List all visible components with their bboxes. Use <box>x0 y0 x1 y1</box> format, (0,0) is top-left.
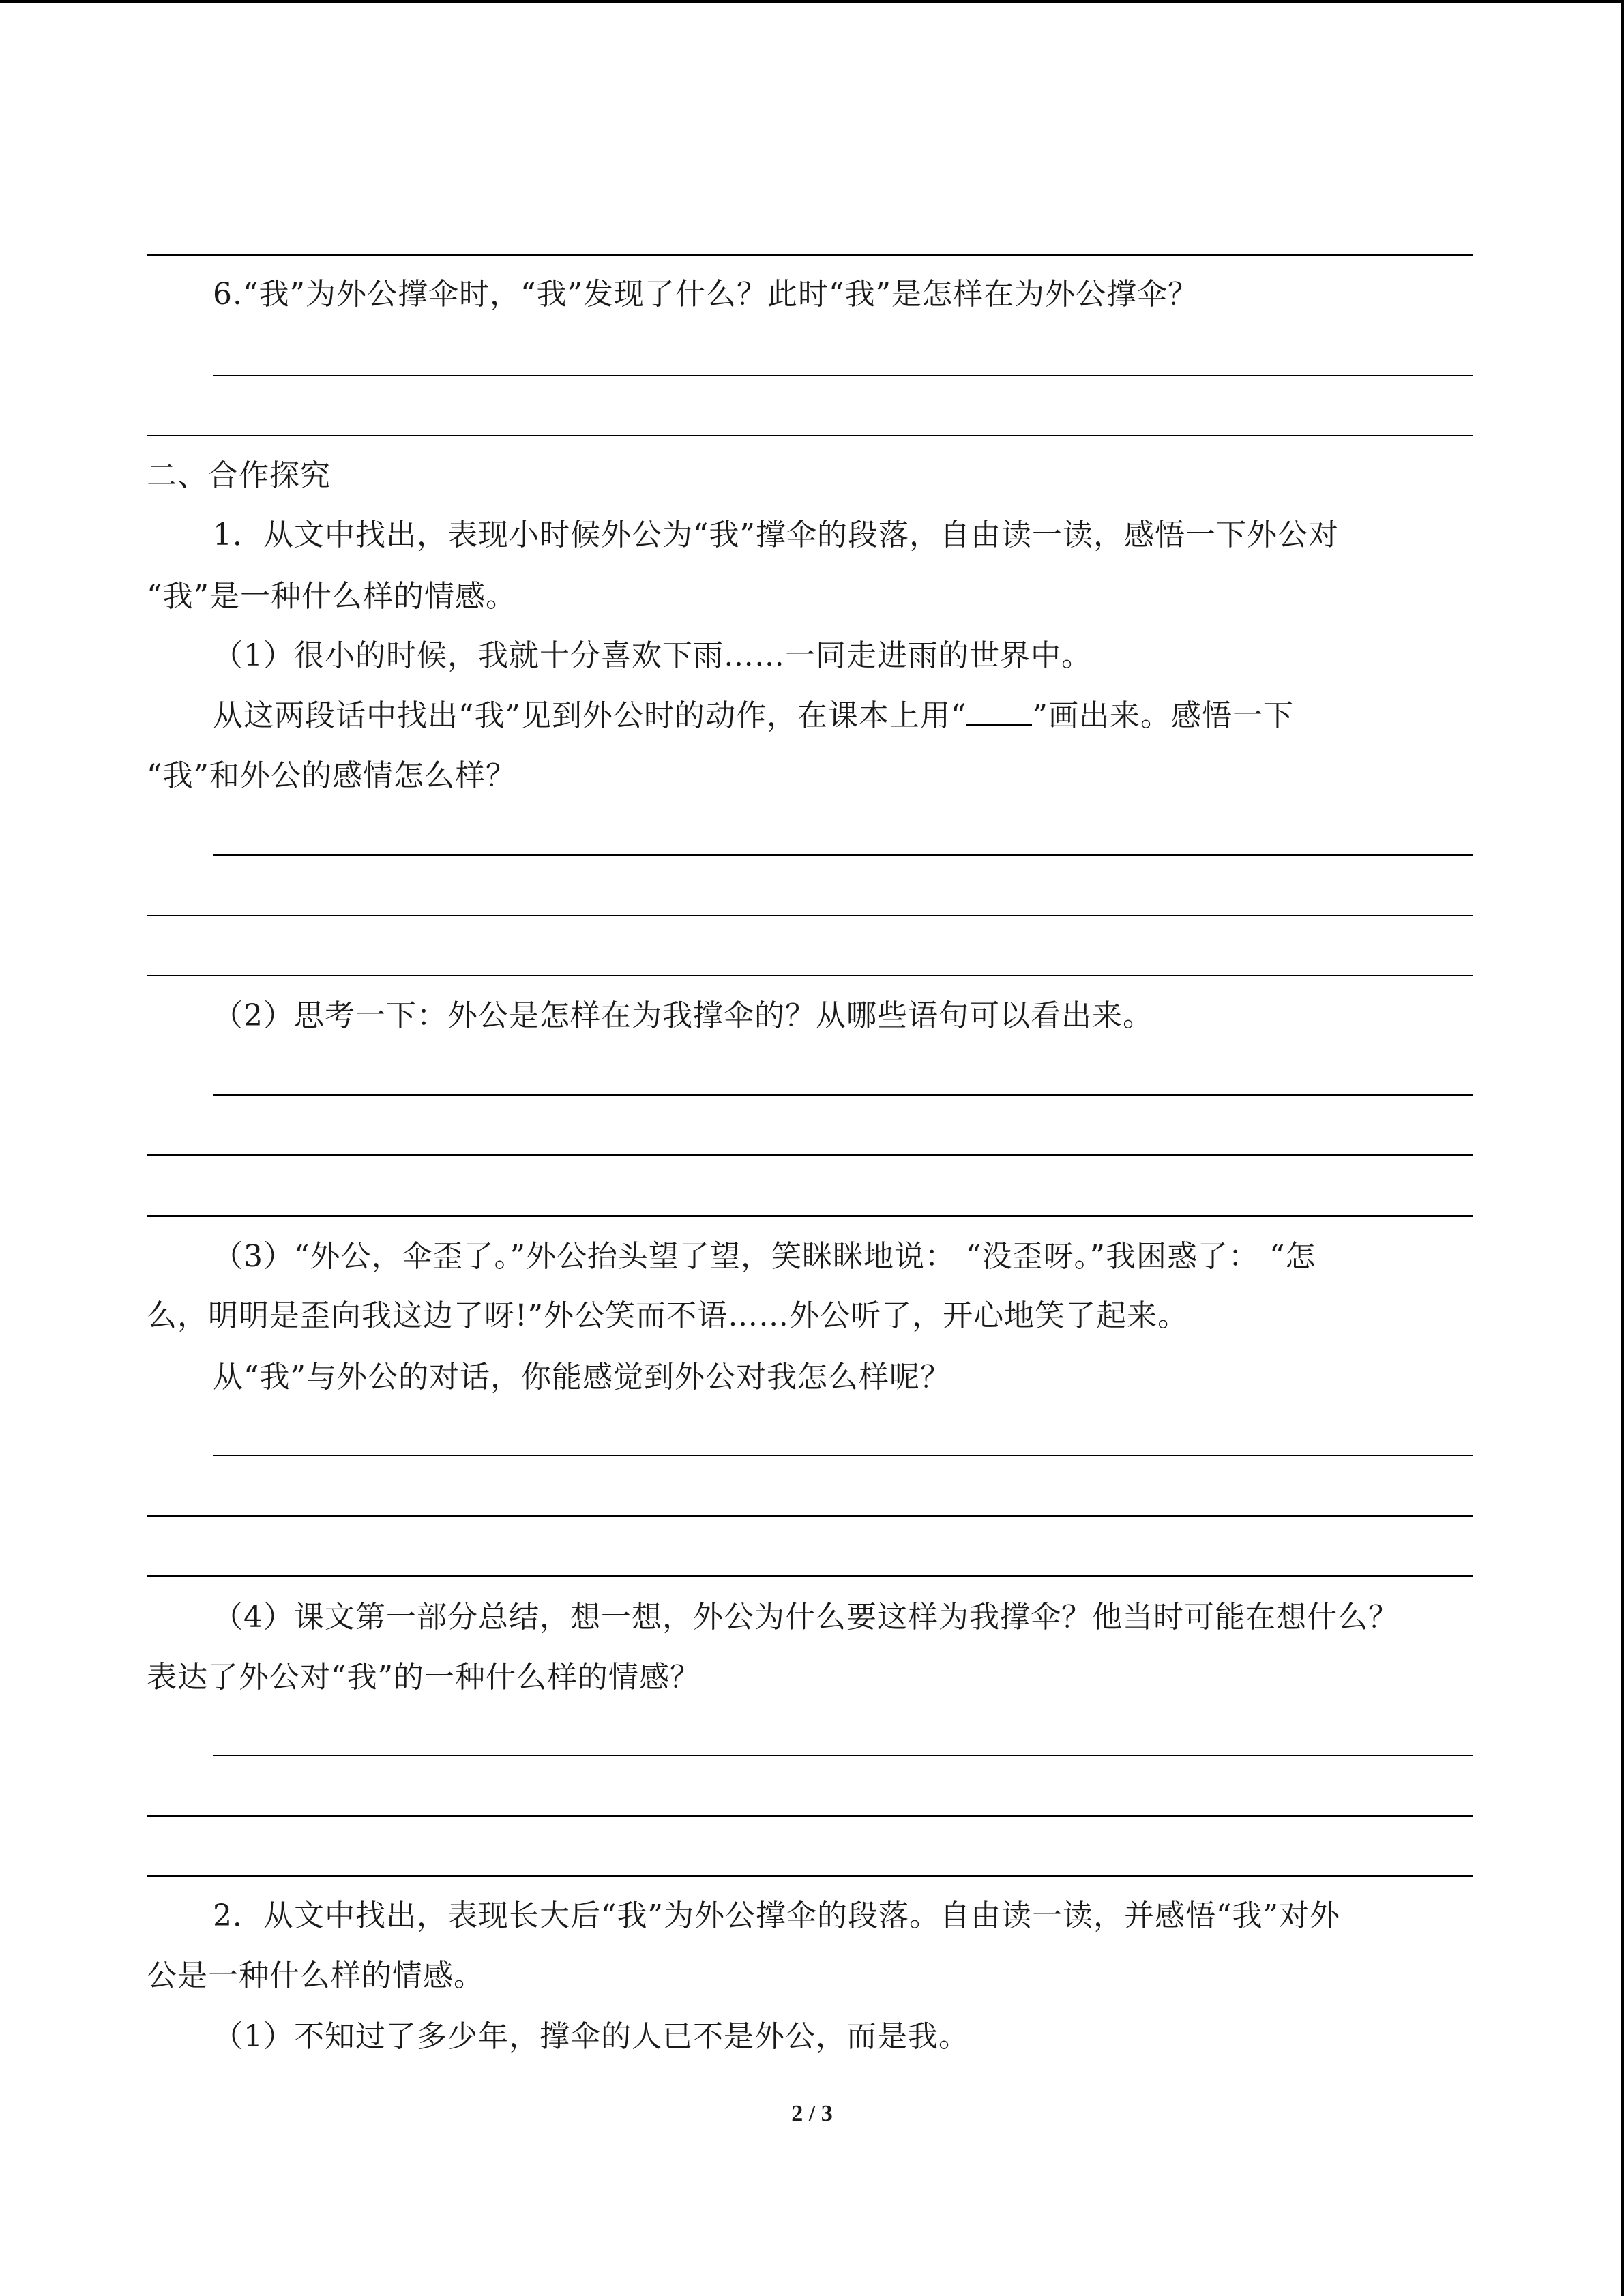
instruction-text-before: 从这两段话中找出“我”见到外公时的动作，在课本上用“ <box>213 698 967 733</box>
question-1-line-2: “我”是一种什么样的情感。 <box>147 579 516 614</box>
answer-line <box>147 254 1473 256</box>
question-2-sub-1-text: （1）不知过了多少年，撑伞的人已不是外公，而是我。 <box>213 2019 969 2054</box>
answer-line <box>147 1815 1473 1817</box>
sub-question-1-instruction <box>213 696 1294 736</box>
sub-question-4-line-1: （4）课文第一部分总结，想一想，外公为什么要这样为我撑伞？他当时可能在想什么？ <box>213 1600 1399 1635</box>
page-number: 2 / 3 <box>791 2101 833 2126</box>
question-6: 6.“我”为外公撑伞时，“我”发现了什么？此时“我”是怎样在为外公撑伞？ <box>213 277 1198 312</box>
question-2-line-1: 2．从文中找出，表现长大后“我”为外公撑伞的段落。自由读一读，并感悟“我”对外 <box>213 1898 1340 1933</box>
answer-line <box>147 1215 1473 1217</box>
sub-question-4-line-2: 表达了外公对“我”的一种什么样的情感？ <box>147 1660 700 1695</box>
sub-question-3-line-1: （3）“外公，伞歪了。”外公抬头望了望，笑眯眯地说： “没歪呀。”我困惑了： “怎 <box>213 1239 1316 1274</box>
underline-symbol <box>966 696 1032 726</box>
answer-line <box>147 915 1473 916</box>
page-top-border <box>0 0 1624 3</box>
answer-line <box>147 1515 1473 1517</box>
instruction-text-after: ”画出来。感悟一下 <box>1032 698 1294 733</box>
answer-line <box>147 1875 1473 1877</box>
answer-line <box>147 1575 1473 1577</box>
answer-line <box>147 435 1473 436</box>
answer-line <box>213 854 1473 856</box>
question-2-line-2: 公是一种什么样的情感。 <box>147 1958 484 1993</box>
sub-question-3-line-2: 么，明明是歪向我这边了呀!”外公笑而不语……外公听了，开心地笑了起来。 <box>147 1298 1189 1333</box>
sub-question-3-question: 从“我”与外公的对话，你能感觉到外公对我怎么样呢？ <box>213 1360 951 1395</box>
section-heading: 二、合作探究 <box>147 458 331 493</box>
question-1-line-1: 1．从文中找出，表现小时候外公为“我”撑伞的段落，自由读一读，感悟一下外公对 <box>213 518 1339 552</box>
answer-line <box>213 1755 1473 1756</box>
answer-line <box>213 1455 1473 1456</box>
answer-line <box>147 1154 1473 1156</box>
page-right-border <box>1621 0 1624 2296</box>
answer-line <box>147 975 1473 976</box>
sub-question-2-text: （2）思考一下：外公是怎样在为我撑伞的？从哪些语句可以看出来。 <box>213 998 1153 1033</box>
answer-line <box>213 1094 1473 1096</box>
answer-line <box>213 375 1473 376</box>
sub-question-1-text: （1）很小的时候，我就十分喜欢下雨……一同走进雨的世界中。 <box>213 638 1092 673</box>
sub-question-1-instruction-line-2: “我”和外公的感情怎么样？ <box>147 758 516 793</box>
